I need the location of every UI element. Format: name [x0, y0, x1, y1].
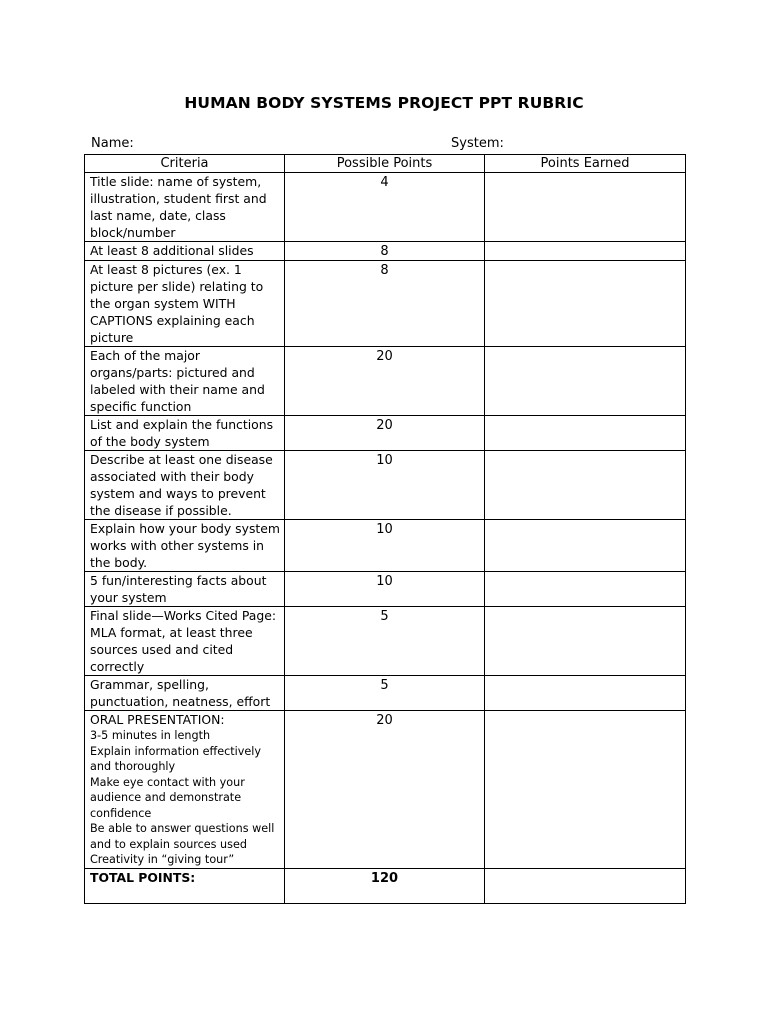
possible-points-cell: 10 — [285, 572, 485, 607]
possible-points-cell: 20 — [285, 711, 485, 869]
oral-item: Creativity in “giving tour” — [90, 853, 235, 866]
oral-presentation-row — [85, 711, 686, 869]
points-earned-cell — [485, 520, 686, 572]
criteria-cell: At least 8 pictures (ex. 1 picture per slide) relating to the organ system WITH CAPTIONS explaining each picture — [85, 261, 285, 347]
table-row — [85, 520, 686, 572]
document-title: HUMAN BODY SYSTEMS PROJECT PPT RUBRIC — [184, 94, 584, 112]
criteria-header: Criteria — [85, 155, 285, 173]
criteria-cell: Each of the major organs/parts: pictured and labeled with their name and specific function — [85, 347, 285, 416]
system-label: System: — [451, 136, 504, 151]
oral-item: Be able to answer questions well and to explain sources used — [90, 822, 275, 851]
oral-item: Explain information effectively and thoroughly — [90, 744, 261, 773]
table-row — [85, 451, 686, 520]
criteria-cell: Explain how your body system works with other systems in the body. — [85, 520, 285, 572]
points-earned-cell — [485, 572, 686, 607]
possible-points-cell: 5 — [285, 607, 485, 676]
points-earned-cell — [485, 676, 686, 711]
criteria-cell: Grammar, spelling, punctuation, neatness, effort — [85, 676, 285, 711]
criteria-cell: Describe at least one disease associated with their body system and ways to prevent the disease if possible. — [85, 451, 285, 520]
criteria-cell — [85, 711, 285, 869]
points-earned-cell — [485, 242, 686, 261]
points-earned-header: Points Earned — [485, 155, 686, 173]
total-row — [85, 868, 686, 903]
oral-presentation-heading: ORAL PRESENTATION: — [90, 712, 225, 727]
possible-points-cell: 10 — [285, 520, 485, 572]
points-earned-cell — [485, 451, 686, 520]
table-row — [85, 261, 686, 347]
possible-points-cell: 10 — [285, 451, 485, 520]
total-earned-cell — [485, 868, 686, 903]
possible-points-cell: 4 — [285, 173, 485, 242]
table-row — [85, 347, 686, 416]
table-row — [85, 173, 686, 242]
possible-points-cell: 20 — [285, 347, 485, 416]
points-earned-cell — [485, 173, 686, 242]
possible-points-cell: 8 — [285, 242, 485, 261]
oral-item: 3-5 minutes in length — [90, 729, 211, 742]
criteria-cell: List and explain the functions of the body system — [85, 416, 285, 451]
criteria-cell: Final slide—Works Cited Page: MLA format, at least three sources used and cited correctly — [85, 607, 285, 676]
possible-points-cell: 5 — [285, 676, 485, 711]
possible-points-cell: 20 — [285, 416, 485, 451]
criteria-cell: Title slide: name of system, illustration, student first and last name, date, class block/number — [85, 173, 285, 242]
table-row — [85, 416, 686, 451]
points-earned-cell — [485, 416, 686, 451]
criteria-cell: At least 8 additional slides — [85, 242, 285, 261]
name-label: Name: — [91, 136, 134, 151]
points-earned-cell — [485, 347, 686, 416]
points-earned-cell — [485, 711, 686, 869]
table-row — [85, 676, 686, 711]
points-earned-cell — [485, 607, 686, 676]
table-header-row — [85, 155, 686, 173]
oral-item: Make eye contact with your audience and demonstrate confidence — [90, 775, 245, 820]
table-row — [85, 572, 686, 607]
table-row — [85, 242, 686, 261]
table-row — [85, 607, 686, 676]
rubric-table — [84, 154, 686, 904]
possible-points-header: Possible Points — [285, 155, 485, 173]
possible-points-cell: 8 — [285, 261, 485, 347]
total-points: 120 — [285, 868, 485, 903]
points-earned-cell — [485, 261, 686, 347]
criteria-cell: 5 fun/interesting facts about your system — [85, 572, 285, 607]
total-label: TOTAL POINTS: — [85, 868, 285, 903]
